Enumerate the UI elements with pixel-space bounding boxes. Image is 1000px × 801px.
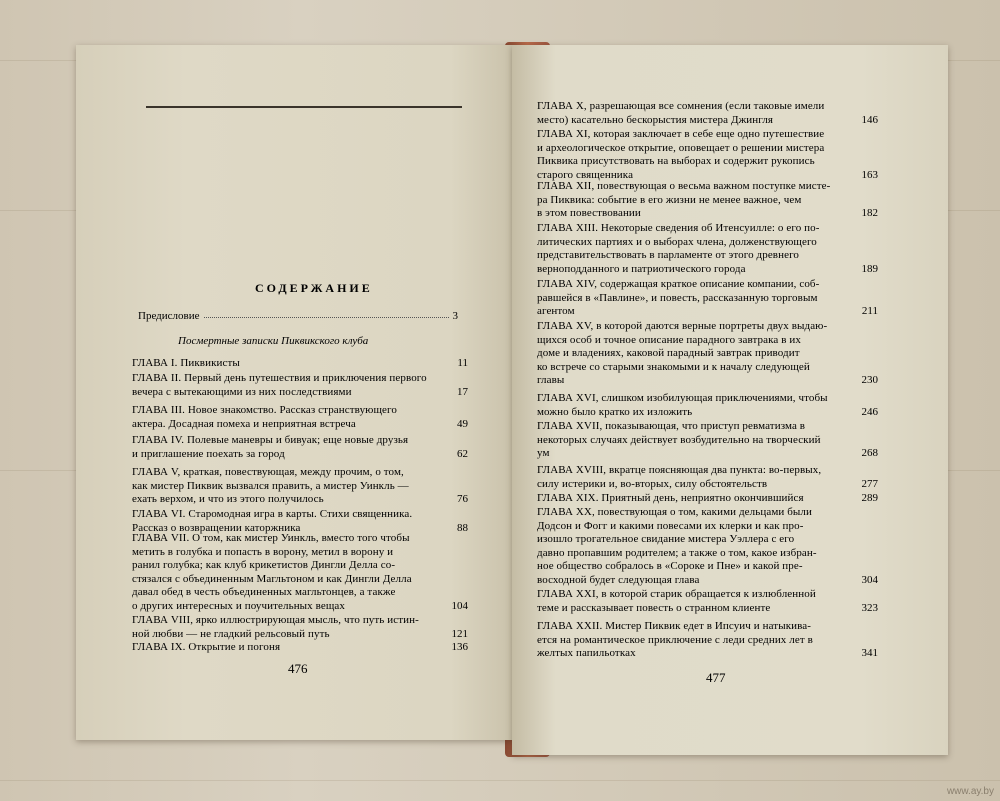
toc-entry-page: 49 — [457, 417, 468, 430]
preface-entry — [138, 310, 458, 322]
toc-entry-line: главы — [537, 374, 565, 386]
toc-entry-line: щихся особ и точное описание парадного завтрака в их — [537, 333, 801, 346]
toc-entry-page: 146 — [861, 113, 878, 126]
toc-entry-line: некоторых случаях действует возбудительно на творческий — [537, 433, 821, 446]
toc-entry — [132, 357, 468, 371]
toc-entry-page: 62 — [457, 447, 468, 460]
toc-entry-line: ГЛАВА XI, которая заключает в себе еще одно путешествие — [537, 128, 825, 140]
toc-entry-line: ра Пиквика: событие в его жизни не менее важное, чем — [537, 193, 802, 206]
toc-entry-page: 230 — [861, 374, 878, 386]
toc-entry-line: давно пропавшим родителем; а также о том, какое избран- — [537, 546, 817, 559]
toc-entry — [537, 278, 878, 319]
toc-entry-line: Пиквика присутствовать на выборах и содержит рукопись — [537, 155, 815, 167]
toc-entry-page: 76 — [457, 493, 468, 505]
toc-entry-line: ГЛАВА XV, в которой даются верные портреты двух выдаю- — [537, 320, 828, 332]
toc-heading: СОДЕРЖАНИЕ — [255, 281, 373, 295]
toc-entry-line: ГЛАВА I. Пиквикисты — [132, 357, 240, 369]
toc-entry-line: теме и рассказывает повесть о странном клиенте — [537, 601, 771, 614]
toc-entry-line: ко встрече со старыми знакомыми и к началу следующей — [537, 360, 810, 373]
toc-entry — [537, 464, 878, 491]
toc-entry-line: ГЛАВА V, краткая, повествующая, между прочим, о том, — [132, 466, 404, 478]
toc-entry-line: стязался с объединенным Магльтоном и как Дингли Делла — [132, 572, 412, 585]
toc-entry-line: ГЛАВА VII. О том, как мистер Уинкль, вместо того чтобы — [132, 532, 410, 544]
toc-entry-line: давал обед в честь объединенных магльтонцев, а также — [132, 586, 396, 598]
toc-entry-line: Рассказ о возвращении каторжника — [132, 521, 301, 534]
toc-entry-line: ГЛАВА IX. Открытие и погоня — [132, 641, 281, 653]
toc-entry-line: ехать верхом, и что из этого получилось — [132, 493, 324, 505]
toc-entry — [132, 372, 468, 399]
toc-entry-page: 121 — [451, 627, 468, 640]
toc-entry-line: ное общество собралось в «Сороке и Пне» и какой пре- — [537, 560, 803, 572]
toc-entry-page: 277 — [861, 477, 878, 490]
toc-entry — [537, 222, 878, 276]
toc-entry-line: ГЛАВА XX, повествующая о том, какими дельцами были — [537, 506, 812, 518]
toc-entry-line: ум — [537, 447, 550, 459]
toc-entry-line: ГЛАВА III. Новое знакомство. Рассказ странствующего — [132, 404, 397, 416]
toc-entry — [132, 614, 468, 641]
toc-entry-line: ной любви — не гладкий рельсовый путь — [132, 627, 330, 640]
toc-entry-line: ГЛАВА XVIII, вкратце поясняющая два пункта: во-первых, — [537, 464, 822, 476]
toc-entry-line: старого священника — [537, 168, 634, 181]
toc-entry-page: 211 — [861, 305, 878, 317]
toc-entry-line: актера. Досадная помеха и неприятная встреча — [132, 417, 356, 430]
toc-entry-line: ГЛАВА XXII. Мистер Пиквик едет в Ипсуич и натыкива- — [537, 620, 812, 632]
toc-entry-line: доме и владениях, каковой парадный завтрак приводит — [537, 347, 800, 359]
toc-entry — [132, 641, 468, 655]
right-page-number: 477 — [706, 670, 726, 685]
toc-entry-line: ГЛАВА VI. Старомодная игра в карты. Стихи священника. — [132, 508, 413, 520]
toc-entry — [537, 320, 878, 388]
toc-entry-line: представительствовать в парламенте от этого древнего — [537, 249, 800, 261]
toc-entry-page: 11 — [457, 357, 468, 369]
preface-page: 3 — [452, 310, 458, 322]
toc-entry-line: ранил голубка; как клуб крикетистов Дингли Делла со- — [132, 559, 396, 571]
toc-entry-page: 189 — [861, 262, 878, 275]
toc-entry-page: 268 — [861, 447, 878, 459]
toc-entry-line: ГЛАВА XIX. Приятный день, неприятно окончившийся — [537, 492, 804, 504]
toc-entry-line: ГЛАВА VIII, ярко иллюстрирующая мысль, что путь истин- — [132, 614, 419, 626]
toc-entry-page: 341 — [861, 647, 878, 659]
toc-entry-page: 323 — [861, 601, 878, 614]
toc-entry-line: ется на романтическое приключение с леди средних лет в — [537, 633, 813, 646]
toc-entry-line: можно было кратко их изложить — [537, 405, 693, 418]
toc-entry-line: как мистер Пиквик вызвался править, а мистер Уинкль — — [132, 479, 409, 492]
toc-entry-page: 17 — [457, 385, 468, 398]
toc-entry — [537, 492, 878, 506]
toc-entry-line: равшейся в «Павлине», и повесть, рассказанную торговым — [537, 291, 818, 304]
toc-entry-line: верноподданного и патриотического города — [537, 262, 746, 275]
toc-entry-line: силу истерики и, во-вторых, силу обстоятельств — [537, 477, 768, 490]
toc-entry-line: в этом повествовании — [537, 207, 641, 219]
toc-entry — [537, 420, 878, 461]
toc-entry-page: 182 — [861, 207, 878, 219]
toc-entry-line: метить в голубка и попасть в ворону, метил в ворону и — [132, 545, 394, 558]
toc-entry-line: и приглашение поехать за город — [132, 447, 285, 460]
toc-entry-line: ГЛАВА XVII, показывающая, что приступ ревматизма в — [537, 420, 806, 432]
toc-entry-page: 136 — [451, 641, 468, 653]
toc-entry — [132, 466, 468, 507]
toc-entry-line: ГЛАВА IV. Полевые маневры и бивуак; еще новые друзья — [132, 434, 409, 446]
toc-entry — [132, 532, 468, 613]
toc-entry-page: 304 — [861, 573, 878, 586]
leader-dots — [204, 310, 449, 318]
toc-entry-line: и археологическое открытие, оповещает о решении мистера — [537, 141, 825, 154]
toc-entry-page: 289 — [861, 492, 878, 504]
toc-entry-page: 104 — [451, 599, 468, 612]
toc-entry-line: ГЛАВА XIII. Некоторые сведения об Итенсуилле: о его по- — [537, 222, 820, 234]
toc-entry-line: ГЛАВА XIV, содержащая краткое описание компании, соб- — [537, 278, 820, 290]
toc-entry — [537, 620, 878, 661]
toc-entry-line: ГЛАВА II. Первый день путешествия и приключения первого — [132, 372, 427, 384]
toc-entry-line: литических партиях и о выборах члена, долженствующего — [537, 235, 817, 248]
preface-title: Предисловие — [138, 310, 200, 322]
toc-entry-page: 88 — [457, 521, 468, 534]
toc-entry-page: 246 — [861, 405, 878, 418]
toc-entry-line: Додсон и Фогг и какими повесами их клерки и как про- — [537, 519, 804, 532]
book-subtitle: Посмертные записки Пиквикского клуба — [178, 335, 369, 347]
header-rule — [146, 106, 462, 108]
toc-entry — [132, 508, 468, 535]
toc-entry-line: ГЛАВА XII, повествующая о весьма важном поступке мисте- — [537, 180, 831, 192]
toc-entry — [537, 506, 878, 587]
toc-entry-line: агентом — [537, 305, 575, 317]
toc-entry — [537, 588, 878, 615]
toc-entry-line: ГЛАВА XVI, слишком изобилующая приключениями, чтобы — [537, 392, 828, 404]
toc-entry — [132, 404, 468, 431]
toc-entry — [537, 180, 878, 221]
toc-entry — [537, 100, 878, 127]
toc-entry-line: желтых папильотках — [537, 647, 636, 659]
toc-entry-line: вечера с вытекающими из них последствиями — [132, 385, 352, 398]
toc-entry-line: ГЛАВА X, разрешающая все сомнения (если таковые имели — [537, 100, 825, 112]
toc-entry — [537, 392, 878, 419]
toc-entry — [537, 128, 878, 182]
watermark: www.ay.by — [946, 786, 994, 797]
toc-entry — [132, 434, 468, 461]
toc-entry-page: 163 — [861, 168, 878, 181]
left-page-number: 476 — [288, 661, 308, 676]
toc-entry-line: ГЛАВА XXI, в которой старик обращается к излюбленной — [537, 588, 816, 600]
wood-grain — [0, 780, 1000, 781]
toc-entry-line: изошло трогательное свидание мистера Уэллера с его — [537, 533, 795, 545]
toc-entry-line: о других интересных и поучительных вещах — [132, 599, 345, 612]
toc-entry-line: восходной будет следующая глава — [537, 573, 700, 586]
toc-entry-line: место) касательно бескорыстия мистера Джингля — [537, 113, 774, 126]
